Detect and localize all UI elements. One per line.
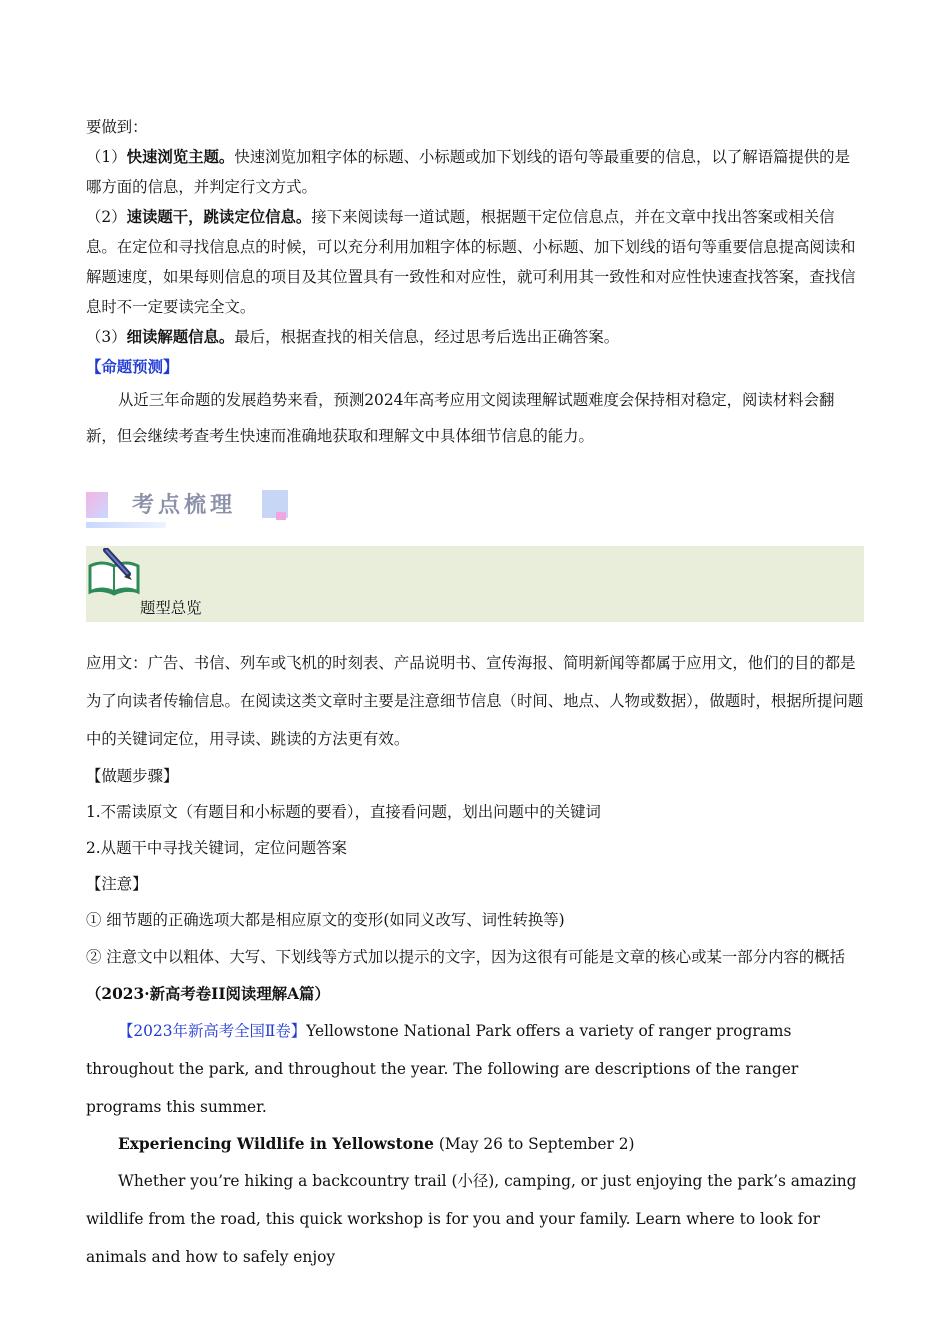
steps-label: 【做题步骤】 [86,767,179,785]
note-1: ① 细节题的正确选项大都是相应原文的变形(如同义改写、词性转换等) [86,911,565,929]
program-text: Whether you’re hiking a backcountry trail (小径), camping, or just enjoying the park’s amazing wildlife from the road, this quick workshop is for you and your family. Learn where to look for animals and how to safely enjoy [86,1172,857,1266]
prediction-label: 【命题预测】 [86,358,179,376]
section-heading [86,482,864,542]
heading-underline [86,522,166,528]
book-pencil-icon [86,548,142,598]
example-source: （2023·新高考卷II阅读理解A篇） [86,985,330,1003]
step-2: 2.从题干中寻找关键词，定位问题答案 [86,839,347,857]
strategy-1: （1）快速浏览主题。快速浏览加粗字体的标题、小标题或加下划线的语句等最重要的信息，以了解语篇提供的是哪方面的信息，并判定行文方式。 [86,148,850,196]
note-2: ② 注意文中以粗体、大写、下划线等方式加以提示的文字，因为这很有可能是文章的核心或某一部分内容的概括 [86,948,846,966]
step-1: 1.不需读原文（有题目和小标题的要看），直接看问题，划出问题中的关键词 [86,803,601,821]
section-title: 考点梳理 [132,493,237,518]
overview-text: 应用文：广告、书信、列车或飞机的时刻表、产品说明书、宣传海报、简明新闻等都属于应用文，他们的目的都是为了向读者传输信息。在阅读这类文章时主要是注意细节信息（时间、地点、人物或数据），做题时，根据所提问题中的关键词定位，用寻读、跳读的方法更有效。 [86,654,864,748]
prediction-text: 从近三年命题的发展趋势来看，预测2024年高考应用文阅读理解试题难度会保持相对稳定，阅读材料会翻新，但会继续考查考生快速而准确地获取和理解文中具体细节信息的能力。 [86,391,835,445]
box-label: 题型总览 [140,599,202,617]
strategy-3: （3）细读解题信息。最后，根据查找的相关信息，经过思考后选出正确答案。 [86,328,620,346]
heading-decoration [86,492,108,518]
intro-line: 要做到： [86,118,148,136]
program-heading: Experiencing Wildlife in Yellowstone (May 26 to September 2) [118,1135,635,1153]
strategy-2: （2）速读题干，跳读定位信息。接下来阅读每一道试题，根据题干定位信息点，并在文章中找出答案或相关信息。在定位和寻找信息点的时候，可以充分利用加粗字体的标题、小标题、加下划线的语句等重要信息提高阅读和解题速度，如果每则信息的项目及其位置具有一致性和对应性，就可利用其一致性和对应性快速查找答案，查找信息时不一定要读完全文。 [86,208,856,316]
example-intro: 【2023年新高考全国Ⅱ卷】Yellowstone National Park offers a variety of ranger programs throughout the park, and throughout the year. The following are descriptions of the ranger programs this summer. [86,1022,799,1116]
heading-decoration [276,512,286,520]
question-type-box [86,546,864,622]
document-page [86,112,864,1276]
note-label: 【注意】 [86,875,148,893]
